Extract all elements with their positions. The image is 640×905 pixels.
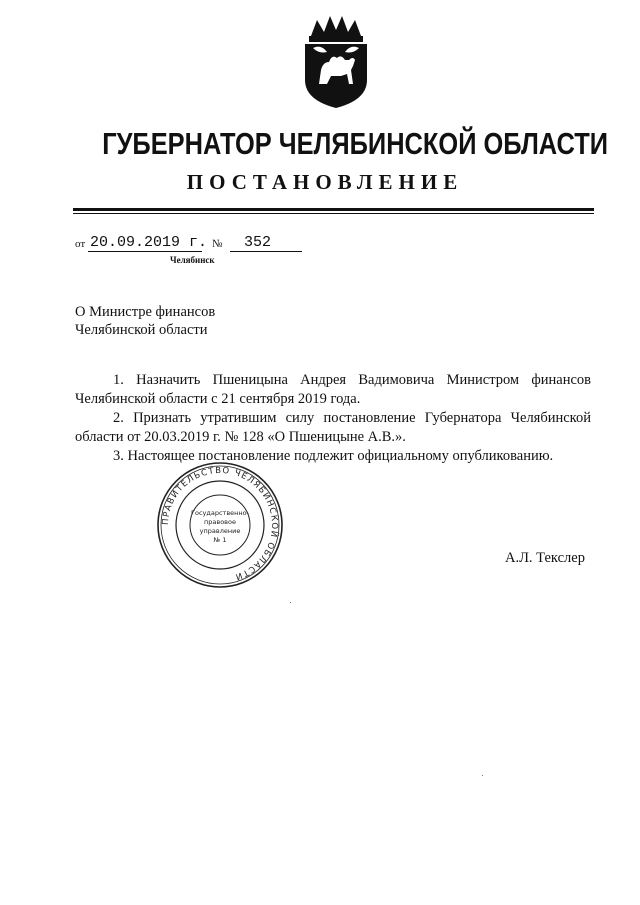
seal-inner-line-3: управление <box>199 527 241 535</box>
document-body <box>75 371 591 466</box>
number-sign-label: № <box>212 238 223 250</box>
seal-inner-line-4: № 1 <box>213 536 227 544</box>
signatory-name: А.Л. Текслер <box>505 550 585 566</box>
subject-line-2: Челябинской области <box>75 322 208 338</box>
document-date: 20.09.2019 г. <box>90 234 208 251</box>
date-prefix-label: от <box>75 238 86 250</box>
header-divider-thin <box>73 213 594 214</box>
body-item-3: 3. Настоящее постановление подлежит официальному опубликованию. <box>113 448 554 464</box>
issue-city: Челябинск <box>170 255 215 265</box>
subject-line-1: О Министре финансов <box>75 304 216 320</box>
document-type-title: ПОСТАНОВЛЕНИЕ <box>186 170 464 194</box>
seal-outer-text: ПРАВИТЕЛЬСТВО ЧЕЛЯБИНСКОЙ ОБЛАСТИ <box>160 465 280 582</box>
coat-of-arms-icon <box>291 14 381 110</box>
body-item-2: 2. Признать утратившим силу постановление Губернатора Челябинской области от 20.03.2019 г. № 128 «О Пшеницыне А.В.». <box>75 410 591 445</box>
scan-speck <box>482 775 483 776</box>
issuing-authority: ГУБЕРНАТОР ЧЕЛЯБИНСКОЙ ОБЛАСТИ <box>102 126 609 161</box>
header-divider-thick <box>73 208 594 211</box>
scan-speck <box>290 602 291 603</box>
official-seal-icon <box>155 460 285 590</box>
document-number: 352 <box>230 234 302 252</box>
document-subject <box>75 303 215 339</box>
seal-inner-line-2: правовое <box>204 518 236 526</box>
body-item-1: 1. Назначить Пшеницына Андрея Вадимовича Министром финансов Челябинской области с 21 сентября 2019 года. <box>75 372 591 407</box>
seal-inner-line-1: Государственно- <box>191 509 249 517</box>
